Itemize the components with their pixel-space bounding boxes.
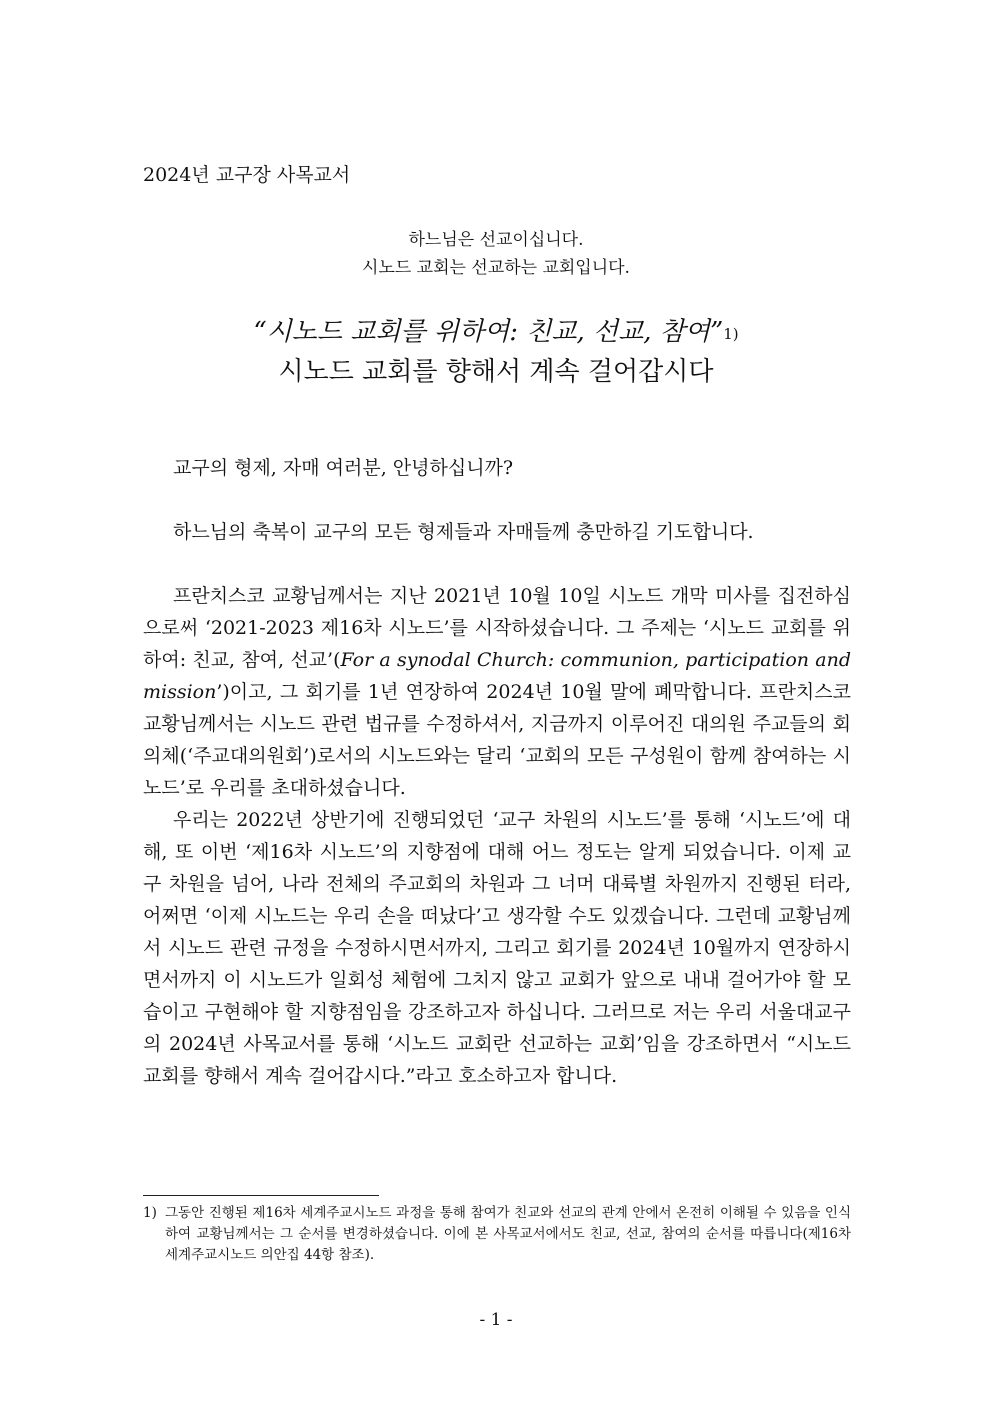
paragraph-1-part-b: ’)이고, 그 회기를 1년 연장하여 2024년 10월 말에 폐막합니다. 프란치스코 교황님께서는 시노드 관련 법규를 수정하셔서, 지금까지 이루어진 대의원 주교들의 회의체(‘주교대의원회’)로서의 시노드와는 달리 ‘교회의 모든 구성원이 함께 참여하는 시노드’로 우리를 초대하셨습니다. bbox=[143, 681, 851, 799]
epigraph bbox=[0, 226, 992, 282]
title-line-2: 시노드 교회를 향해서 계속 걸어갑시다 bbox=[278, 357, 714, 387]
title-line-1 bbox=[0, 312, 992, 352]
footnote-number: 1) bbox=[143, 1205, 157, 1221]
footnote bbox=[143, 1203, 851, 1266]
epigraph-line-2: 시노드 교회는 선교하는 교회입니다. bbox=[362, 258, 630, 278]
blessing-paragraph: 하느님의 축복이 교구의 모든 형제들과 자매들께 충만하길 기도합니다. bbox=[173, 521, 754, 543]
footnote-text: 그동안 진행된 제16차 세계주교시노드 과정을 통해 참여가 친교와 선교의 관계 안에서 온전히 이해될 수 있음을 인식하여 교황님께서는 그 순서를 변경하셨습니다. 이에 본 사목교서에서도 친교, 선교, 참여의 순서를 따릅니다(제16차 세계주교시노드 의안집 44항 참조). bbox=[165, 1205, 851, 1263]
english-theme: For a synodal Church: communion, participation and mission bbox=[143, 649, 851, 703]
paragraph-1-part-a: 프란치스코 교황님께서는 지난 2021년 10월 10일 시노드 개막 미사를 집전하심으로써 ‘2021-2023 제16차 시노드’를 시작하셨습니다. 그 주제는 ‘시노드 교회를 위하여: 친교, 참여, 선교’( bbox=[143, 585, 851, 671]
title-theme: “시노드 교회를 위하여: 친교, 선교, 참여” bbox=[253, 317, 724, 347]
paragraph-2: 우리는 2022년 상반기에 진행되었던 ‘교구 차원의 시노드’를 통해 ‘시노드’에 대해, 또 이번 ‘제16차 시노드’의 지향점에 대해 어느 정도는 알게 되었습니다. 이제 교구 차원을 넘어, 나라 전체의 주교회의 차원과 그 너머 대륙별 차원까지 진행된 터라, 어쩌면 ‘이제 시노드는 우리 손을 떠났다’고 생각할 수도 있겠습니다. 그런데 교황님께서 시노드 관련 규정을 수정하시면서까지, 그리고 회기를 2024년 10월까지 연장하시면서까지 이 시노드가 일회성 체험에 그치지 않고 교회가 앞으로 내내 걸어가야 할 모습이고 구현해야 할 지향점임을 강조하고자 하십니다. 그러므로 저는 우리 서울대교구의 2024년 사목교서를 통해 ‘시노드 교회란 선교하는 교회’임을 강조하면서 “시노드 교회를 향해서 계속 걸어갑시다.”라고 호소하고자 합니다. bbox=[143, 809, 851, 1087]
footnote-divider bbox=[143, 1195, 379, 1196]
greeting-paragraph: 교구의 형제, 자매 여러분, 안녕하십니까? bbox=[173, 457, 514, 479]
epigraph-line-1: 하느님은 선교이십니다. bbox=[408, 230, 584, 250]
pastoral-letter-title bbox=[0, 312, 992, 392]
footnote-ref[interactable]: 1) bbox=[723, 325, 739, 343]
document-heading: 2024년 교구장 사목교서 bbox=[143, 164, 351, 186]
page-number: - 1 - bbox=[479, 1310, 513, 1330]
letter-body bbox=[143, 452, 851, 1092]
paragraph-1 bbox=[143, 580, 851, 804]
